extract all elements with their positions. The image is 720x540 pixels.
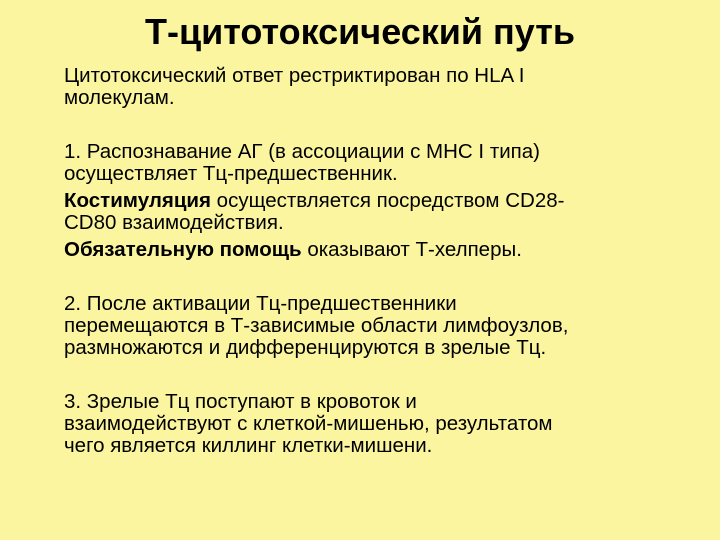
intro-line-1: Цитотоксический ответ рестриктирован по HLA I xyxy=(64,64,525,87)
slide-title: Т-цитотоксический путь xyxy=(144,11,576,52)
step-2-line-1: 2. После активации Тц-предшественники xyxy=(64,292,457,315)
step-3-paragraph xyxy=(64,391,704,457)
costimulation-text: осуществляется посредством CD28- xyxy=(210,189,565,212)
step-1-paragraph xyxy=(64,141,704,185)
intro-paragraph xyxy=(64,65,704,109)
step-2-line-3: размножаются и дифференцируются в зрелые Тц. xyxy=(64,336,547,359)
step-2-paragraph xyxy=(64,293,704,359)
intro-line-2: молекулам. xyxy=(64,86,175,109)
step-1-line-1: 1. Распознавание АГ (в ассоциации с МНС I типа) xyxy=(64,140,540,163)
help-term: Обязательную помощь xyxy=(64,238,302,261)
costimulation-term: Костимуляция xyxy=(64,189,211,212)
step-2-line-2: перемещаются в Т-зависимые области лимфоузлов, xyxy=(64,314,569,337)
help-text: оказывают Т-хелперы. xyxy=(301,238,522,261)
step-1-line-2: осуществляет Тц-предшественник. xyxy=(64,162,398,185)
step-3-line-3: чего является киллинг клетки-мишени. xyxy=(64,434,433,457)
step-3-line-1: 3. Зрелые Тц поступают в кровоток и xyxy=(64,390,417,413)
help-paragraph xyxy=(64,239,704,261)
costimulation-paragraph xyxy=(64,190,704,234)
step-3-line-2: взаимодействуют с клеткой-мишенью, результатом xyxy=(64,412,553,435)
slide-body xyxy=(64,65,704,457)
costimulation-line-2: CD80 взаимодействия. xyxy=(64,211,284,234)
